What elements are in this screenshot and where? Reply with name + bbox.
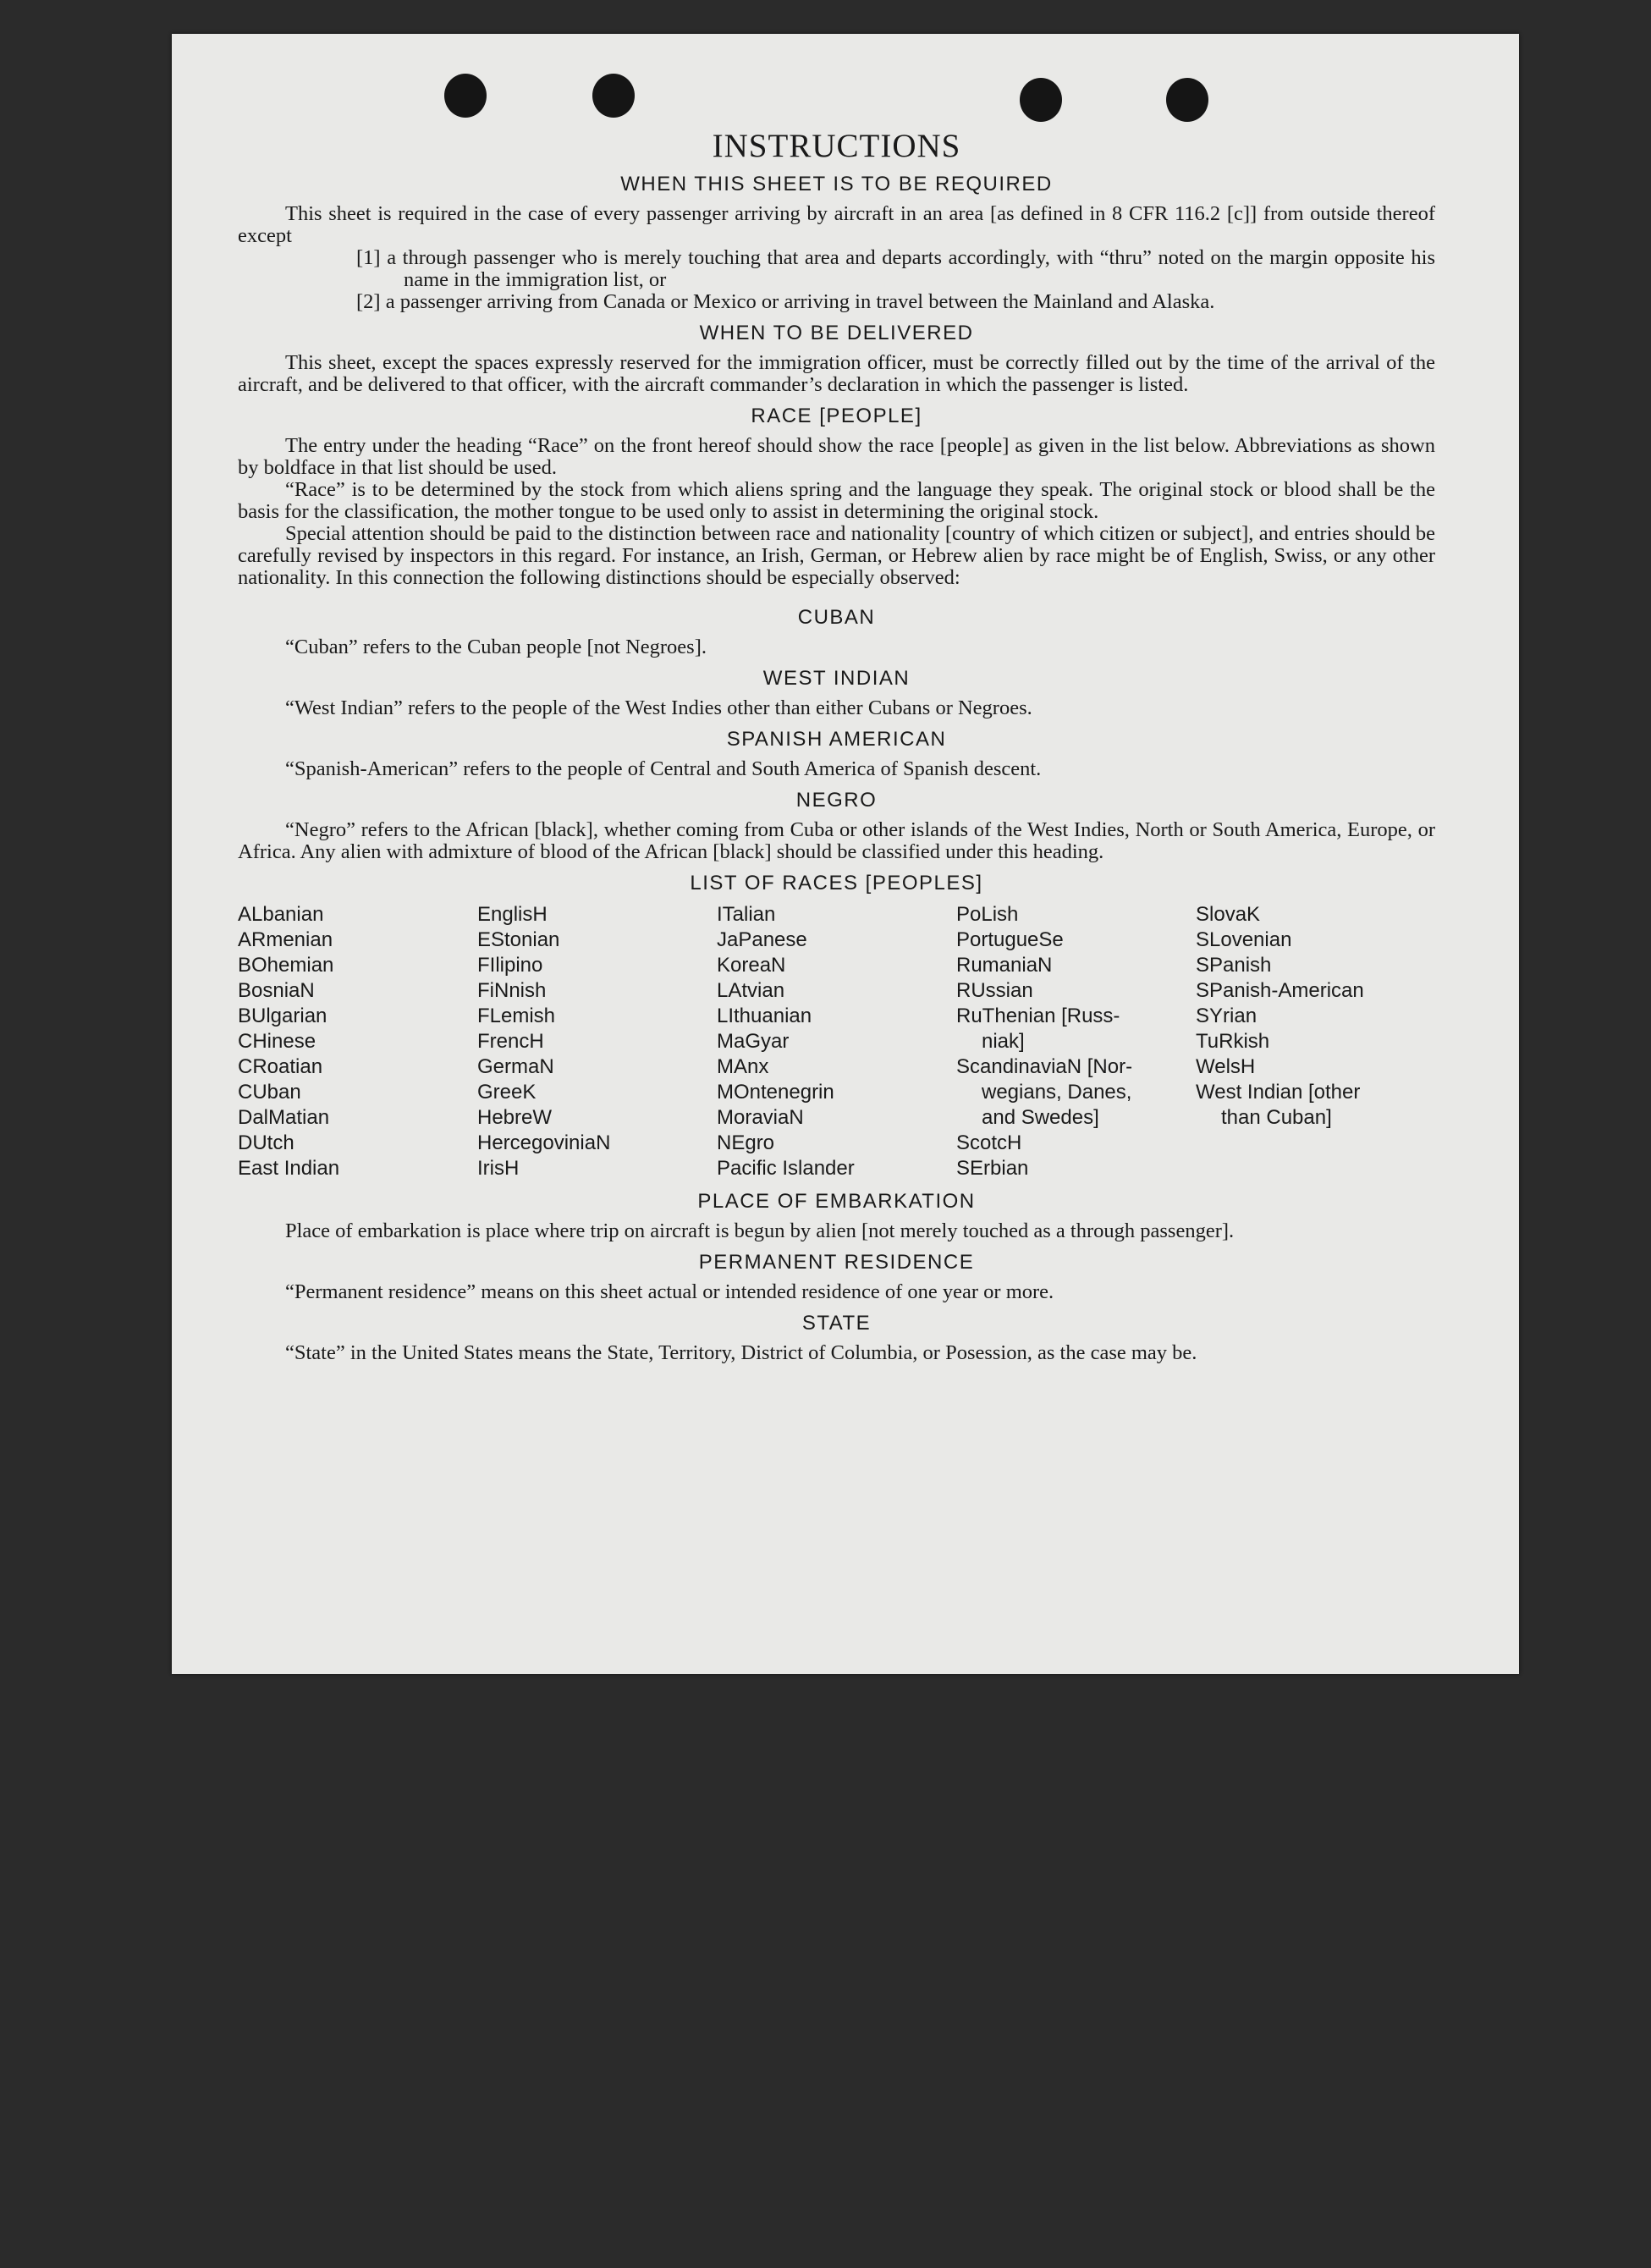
paragraph: This sheet, except the spaces expressly reserved for the immigration officer, must be correctly filled out by the time of the arrival of the aircraft, and be delivered to that officer, with the aircraft commander’s declaration in which the passenger is listed. — [238, 351, 1435, 396]
race-entry: GreeK — [477, 1081, 537, 1104]
race-entry: SErbian — [956, 1157, 1029, 1180]
list-item: [2] a passenger arriving from Canada or Mexico or arriving in travel between the Mainland and Alaska. — [356, 290, 1215, 313]
punch-hole — [444, 74, 487, 118]
race-entry: EStonian — [477, 928, 560, 951]
race-entry: ITalian — [717, 903, 776, 926]
section-heading: RACE [PEOPLE] — [751, 405, 922, 427]
race-entry: MOntenegrin — [717, 1081, 834, 1104]
section-heading: SPANISH AMERICAN — [726, 728, 947, 751]
race-entry: NEgro — [717, 1131, 775, 1154]
race-entry: DalMatian — [238, 1106, 330, 1129]
punch-hole — [1166, 78, 1208, 122]
race-entry: BUlgarian — [238, 1005, 327, 1027]
race-entry: GermaN — [477, 1055, 554, 1078]
race-entry: ScandinaviaN [Nor- — [956, 1055, 1133, 1078]
race-entry: EnglisH — [477, 903, 548, 926]
section-heading: LIST OF RACES [PEOPLES] — [690, 872, 983, 895]
race-entry: PortugueSe — [956, 928, 1064, 951]
race-entry: FIlipino — [477, 954, 543, 977]
race-entry: Pacific Islander — [717, 1157, 855, 1180]
race-entry: CUban — [238, 1081, 301, 1104]
race-entry: SPanish — [1196, 954, 1272, 977]
race-entry: LAtvian — [717, 979, 785, 1002]
race-entry: SLovenian — [1196, 928, 1292, 951]
section-heading: NEGRO — [795, 789, 878, 812]
paragraph: “Spanish-American” refers to the people of Central and South America of Spanish descent. — [285, 757, 1042, 780]
paragraph: The entry under the heading “Race” on the front hereof should show the race [people] as given in the list below. Abbreviations as shown by boldface in that list should be used. — [238, 434, 1435, 479]
list-item: [1] a through passenger who is merely touching that area and departs accordingly, with “thru” noted on the margin opposite his name in the immigration list, or — [356, 246, 1435, 291]
race-entry: FiNnish — [477, 979, 547, 1002]
race-entry: ScotcH — [956, 1131, 1022, 1154]
race-entry: BOhemian — [238, 954, 334, 977]
race-entry: BosniaN — [238, 979, 315, 1002]
race-entry: CRoatian — [238, 1055, 323, 1078]
race-entry: ARmenian — [238, 928, 333, 951]
section-heading: STATE — [801, 1312, 872, 1335]
race-entry: FLemish — [477, 1005, 556, 1027]
punch-hole — [1020, 78, 1062, 122]
races-column — [717, 902, 956, 1181]
races-column — [1196, 902, 1435, 1181]
races-column — [477, 902, 717, 1181]
paragraph: Place of embarkation is place where trip on aircraft is begun by alien [not merely touched as a through passenger]. — [285, 1219, 1235, 1242]
race-entry: HebreW — [477, 1106, 553, 1129]
race-entry: IrisH — [477, 1157, 520, 1180]
race-entry: MAnx — [717, 1055, 769, 1078]
punch-hole — [592, 74, 635, 118]
race-entry: ALbanian — [238, 903, 324, 926]
race-entry: CHinese — [238, 1030, 316, 1053]
race-entry: JaPanese — [717, 928, 807, 951]
race-entry: HercegoviniaN — [477, 1131, 611, 1154]
race-entry: SYrian — [1196, 1005, 1258, 1027]
race-entry: East Indian — [238, 1157, 340, 1180]
paragraph: Special attention should be paid to the distinction between race and nationality [country of which citizen or subject], and entries should be carefully revised by inspectors in this regard. For instance, an Irish, German, or Hebrew alien by race might be of English, Swiss, or any other nationality. In this connection the following distinctions should be especially observed: — [238, 522, 1435, 589]
section-heading: CUBAN — [797, 606, 876, 629]
section-heading: WHEN TO BE DELIVERED — [699, 322, 974, 344]
race-entry: RumaniaN — [956, 954, 1053, 977]
paragraph: “Race” is to be determined by the stock from which aliens spring and the language they speak. The original stock or blood shall be the basis for the classification, the mother tongue to be used only to assist in determining the original stock. — [238, 478, 1435, 523]
paragraph: This sheet is required in the case of every passenger arriving by aircraft in an area [as defined in 8 CFR 116.2 [c]] from outside thereof except — [238, 202, 1435, 247]
race-entry: LIthuanian — [717, 1005, 812, 1027]
races-list — [238, 902, 1435, 1181]
instructions-content — [238, 129, 1435, 1364]
section-heading: WHEN THIS SHEET IS TO BE REQUIRED — [620, 173, 1053, 195]
race-entry-continued: than Cuban] — [1221, 1106, 1332, 1129]
race-entry: SlovaK — [1196, 903, 1261, 926]
race-entry-continued: wegians, Danes, — [982, 1081, 1132, 1104]
section-heading: PERMANENT RESIDENCE — [698, 1251, 975, 1274]
races-column — [956, 902, 1196, 1181]
paragraph: “Cuban” refers to the Cuban people [not Negroes]. — [285, 636, 707, 658]
race-entry: TuRkish — [1196, 1030, 1270, 1053]
races-column — [238, 902, 477, 1181]
section-heading: WEST INDIAN — [762, 667, 911, 690]
race-entry: RuThenian [Russ- — [956, 1005, 1120, 1027]
race-entry: PoLish — [956, 903, 1019, 926]
race-entry: MoraviaN — [717, 1106, 804, 1129]
race-entry: DUtch — [238, 1131, 294, 1154]
paragraph: “Negro” refers to the African [black], whether coming from Cuba or other islands of the West Indies, North or South America, Europe, or Africa. Any alien with admixture of blood of the African [black] should be classified under this heading. — [238, 818, 1435, 863]
race-entry: KoreaN — [717, 954, 786, 977]
race-entry-continued: and Swedes] — [982, 1106, 1099, 1129]
race-entry: SPanish-American — [1196, 979, 1364, 1002]
race-entry-continued: niak] — [982, 1030, 1025, 1053]
document-page — [172, 34, 1519, 1674]
paragraph: “State” in the United States means the State, Territory, District of Columbia, or Posession, as the case may be. — [285, 1341, 1197, 1364]
paragraph: “Permanent residence” means on this sheet actual or intended residence of one year or more. — [285, 1280, 1054, 1303]
race-entry: MaGyar — [717, 1030, 790, 1053]
race-entry: FrencH — [477, 1030, 544, 1053]
page-title: INSTRUCTIONS — [712, 128, 961, 164]
race-entry: WelsH — [1196, 1055, 1256, 1078]
race-entry: West Indian [other — [1196, 1081, 1361, 1104]
section-heading: PLACE OF EMBARKATION — [697, 1190, 976, 1213]
race-entry: RUssian — [956, 979, 1033, 1002]
paragraph: “West Indian” refers to the people of the West Indies other than either Cubans or Negroes. — [285, 696, 1032, 719]
